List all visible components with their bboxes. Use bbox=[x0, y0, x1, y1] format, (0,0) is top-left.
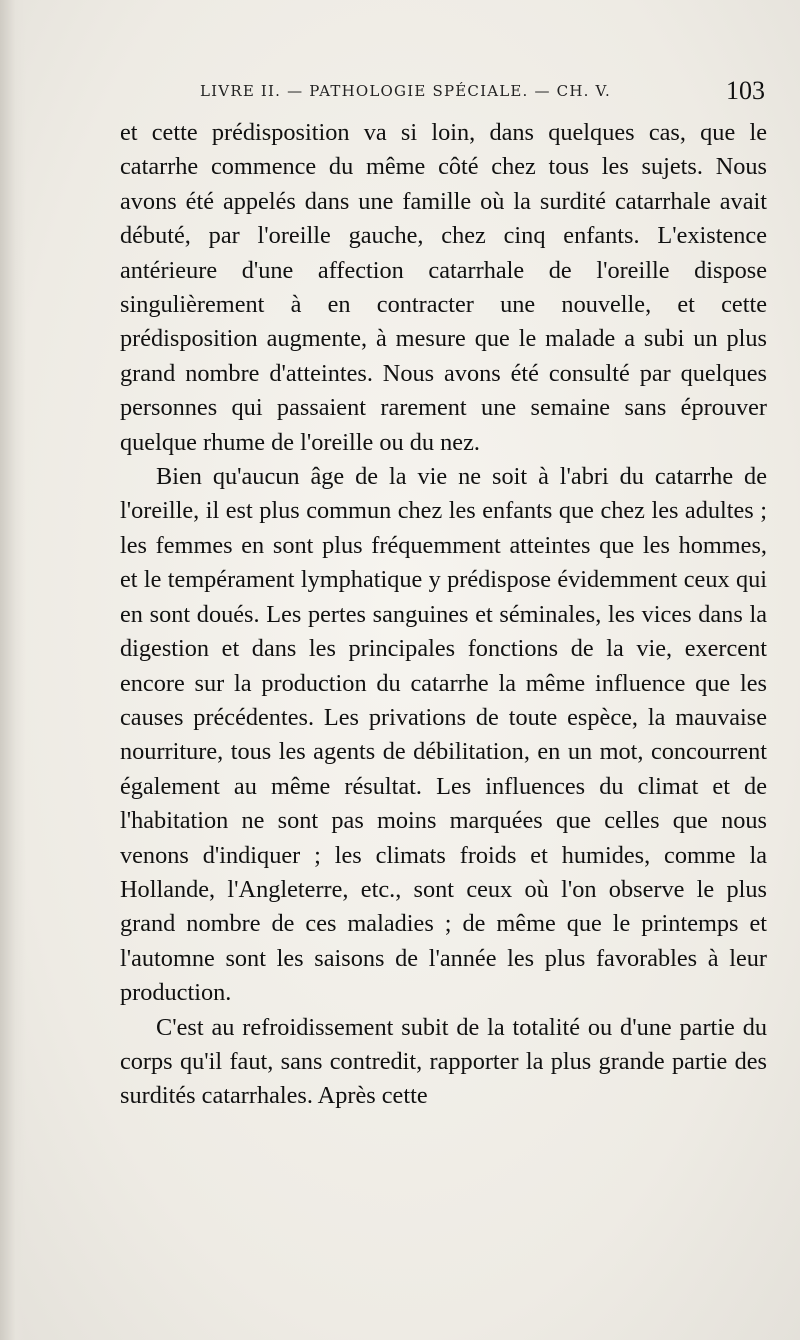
running-head: LIVRE II. — PATHOLOGIE SPÉCIALE. — CH. V. bbox=[200, 82, 611, 100]
paragraph-1: et cette prédisposition va si loin, dans quelques cas, que le catarrhe commence du même côté chez tous les sujets. Nous avons été appelés dans une famille où la surdité catarrhale avait débuté, par l'oreille gauche, chez cinq enfants. L'existence antérieure d'une affection catarrhale de l'oreille dispose singulièrement à en contracter une nouvelle, et cette prédisposition augmente, à mesure que le malade a subi un plus grand nombre d'atteintes. Nous avons été consulté par quelques personnes qui passaient rarement une semaine sans éprouver quelque rhume de l'oreille ou du nez. bbox=[120, 119, 767, 456]
page-header bbox=[200, 76, 765, 106]
body-text bbox=[120, 116, 767, 1114]
paragraph-2: Bien qu'aucun âge de la vie ne soit à l'abri du catarrhe de l'oreille, il est plus commun chez les enfants que chez les adultes ; les femmes en sont plus fréquemment atteintes que les hommes, et le tempérament lymphatique y prédispose évidemment ceux qui en sont doués. Les pertes sanguines et séminales, les vices dans la digestion et dans les principales fonctions de la vie, exercent encore sur la production du catarrhe la même influence que les causes précédentes. Les privations de toute espèce, la mauvaise nourriture, tous les agents de débilitation, en un mot, concourrent également au même résultat. Les influences du climat et de l'habitation ne sont pas moins marquées que celles que nous venons d'indiquer ; les climats froids et humides, comme la Hollande, l'Angleterre, etc., sont ceux où l'on observe le plus grand nombre de ces maladies ; de même que le printemps et l'automne sont les saisons de l'année les plus favorables à leur production. bbox=[120, 463, 767, 1007]
paragraph-3: C'est au refroidissement subit de la totalité ou d'une partie du corps qu'il faut, sans contredit, rapporter la plus grande partie des surdités catarrhales. Après cette bbox=[120, 1013, 767, 1110]
page-number: 103 bbox=[726, 76, 765, 105]
page-edge-shadow bbox=[0, 0, 26, 1340]
